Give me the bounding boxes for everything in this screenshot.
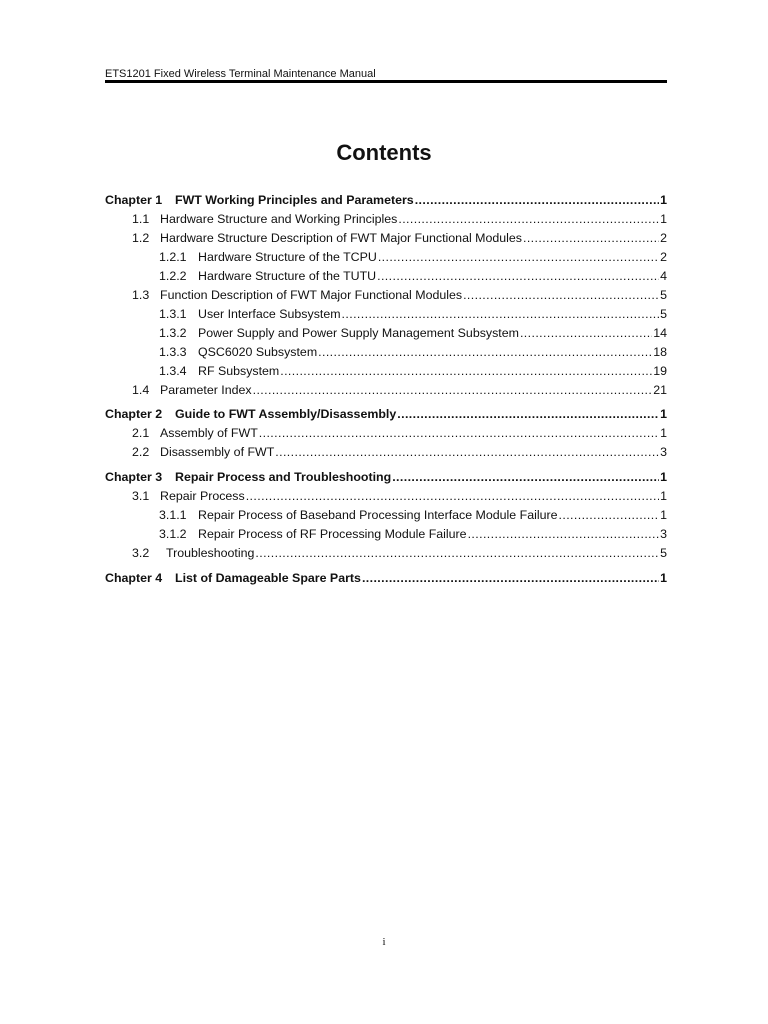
toc-entry-page: 1 — [660, 193, 667, 207]
toc-entry-page: 19 — [653, 364, 667, 378]
dot-leader — [397, 406, 659, 423]
running-header — [105, 68, 667, 82]
header-rule — [105, 80, 667, 83]
toc-entry-1-3[interactable] — [132, 287, 667, 304]
toc-entry-number: 1.3 — [132, 288, 150, 302]
toc-entry-page: 5 — [660, 307, 667, 321]
toc-entry-number: 2.2 — [132, 445, 150, 459]
toc-entry-number: Chapter 4 — [105, 571, 163, 585]
toc-entry-page: 1 — [660, 571, 667, 585]
dot-leader — [415, 192, 659, 209]
toc-entry-title: Hardware Structure of the TUTU — [198, 269, 377, 283]
toc-entry-3-1-2[interactable] — [159, 526, 667, 543]
toc-entry-page: 5 — [660, 546, 667, 560]
toc-entry-title: FWT Working Principles and Parameters — [175, 193, 414, 207]
toc-entry-3-2[interactable] — [132, 545, 667, 562]
toc-entry-number: 3.2 — [132, 546, 150, 560]
dot-leader — [398, 211, 659, 228]
toc-entry-number: 1.3.2 — [159, 326, 187, 340]
toc-entry-number: Chapter 3 — [105, 470, 163, 484]
toc-entry-title: Repair Process — [160, 489, 245, 503]
toc-entry-1-2-1[interactable] — [159, 249, 667, 266]
dot-leader — [392, 469, 659, 486]
toc-entry-1-2-2[interactable] — [159, 268, 667, 285]
header-title: ETS1201 Fixed Wireless Terminal Maintenance Manual — [105, 68, 376, 80]
toc-entry-number: 1.2.2 — [159, 269, 187, 283]
dot-leader — [342, 306, 660, 323]
toc-entry-chapter-2[interactable] — [105, 406, 667, 423]
toc-entry-number: 1.1 — [132, 212, 150, 226]
toc-entry-3-1-1[interactable] — [159, 507, 667, 524]
toc-entry-3-1[interactable] — [132, 488, 667, 505]
toc-entry-number: 1.2.1 — [159, 250, 187, 264]
toc-entry-chapter-1[interactable] — [105, 192, 667, 209]
toc-entry-title: User Interface Subsystem — [198, 307, 341, 321]
toc-entry-page: 3 — [660, 527, 667, 541]
toc-entry-title: Hardware Structure Description of FWT Major Functional Modules — [160, 231, 522, 245]
toc-entry-title: Repair Process and Troubleshooting — [175, 470, 392, 484]
dot-leader — [259, 425, 659, 442]
toc-entry-page: 3 — [660, 445, 667, 459]
toc-entry-number: 1.3.3 — [159, 345, 187, 359]
toc-entry-chapter-3[interactable] — [105, 469, 667, 486]
dot-leader — [362, 570, 659, 587]
dot-leader — [255, 545, 659, 562]
toc-entry-1-3-2[interactable] — [159, 325, 667, 342]
toc-entry-chapter-4[interactable] — [105, 570, 667, 587]
toc-entry-number: 1.3.1 — [159, 307, 187, 321]
toc-entry-number: 3.1 — [132, 489, 150, 503]
dot-leader — [520, 325, 652, 342]
toc-entry-page: 14 — [653, 326, 667, 340]
toc-entry-number: 1.2 — [132, 231, 150, 245]
dot-leader — [246, 488, 659, 505]
dot-leader — [523, 230, 659, 247]
toc-entry-title: Assembly of FWT — [160, 426, 258, 440]
toc-entry-number: 1.4 — [132, 383, 150, 397]
toc-entry-number: Chapter 2 — [105, 407, 163, 421]
toc-entry-2-1[interactable] — [132, 425, 667, 442]
toc-entry-page: 2 — [660, 231, 667, 245]
toc-entry-title: Repair Process of RF Processing Module Failure — [198, 527, 467, 541]
toc-entry-title: Troubleshooting — [166, 546, 255, 560]
toc-entry-1-3-3[interactable] — [159, 344, 667, 361]
toc-entry-number: 1.3.4 — [159, 364, 187, 378]
dot-leader — [463, 287, 659, 304]
toc-entry-1-3-4[interactable] — [159, 363, 667, 380]
toc-entry-1-2[interactable] — [132, 230, 667, 247]
toc-entry-page: 1 — [660, 212, 667, 226]
dot-leader — [559, 507, 660, 524]
dot-leader — [378, 249, 659, 266]
toc-entry-page: 1 — [660, 470, 667, 484]
page-number: i — [382, 936, 386, 948]
toc-entry-1-3-1[interactable] — [159, 306, 667, 323]
dot-leader — [468, 526, 660, 543]
toc-entry-page: 1 — [660, 489, 667, 503]
toc-entry-title: Hardware Structure and Working Principles — [160, 212, 398, 226]
toc-entry-title: List of Damageable Spare Parts — [175, 571, 361, 585]
toc-entry-title: Power Supply and Power Supply Management Subsystem — [198, 326, 519, 340]
toc-entry-number: 3.1.1 — [159, 508, 187, 522]
dot-leader — [377, 268, 659, 285]
toc-entry-page: 18 — [653, 345, 667, 359]
toc-entry-title: Function Description of FWT Major Functional Modules — [160, 288, 463, 302]
toc-entry-title: Hardware Structure of the TCPU — [198, 250, 377, 264]
toc-entry-page: 4 — [660, 269, 667, 283]
toc-entry-page: 21 — [653, 383, 667, 397]
toc-entry-page: 1 — [660, 508, 667, 522]
toc-entry-1-4[interactable] — [132, 382, 667, 399]
toc-entry-page: 1 — [660, 426, 667, 440]
toc-entry-title: Disassembly of FWT — [160, 445, 275, 459]
toc-entry-page: 5 — [660, 288, 667, 302]
toc-entry-page: 1 — [660, 407, 667, 421]
dot-leader — [318, 344, 652, 361]
page-title: Contents — [336, 140, 432, 165]
toc-entry-title: Repair Process of Baseband Processing Interface Module Failure — [198, 508, 558, 522]
toc-entry-title: Guide to FWT Assembly/Disassembly — [175, 407, 397, 421]
toc-entry-title: Parameter Index — [160, 383, 252, 397]
toc-entry-number: 3.1.2 — [159, 527, 187, 541]
dot-leader — [280, 363, 652, 380]
toc-entry-1-1[interactable] — [132, 211, 667, 228]
toc-entry-number: 2.1 — [132, 426, 150, 440]
toc-entry-title: QSC6020 Subsystem — [198, 345, 318, 359]
toc-entry-2-2[interactable] — [132, 444, 667, 461]
toc-entry-title: RF Subsystem — [198, 364, 280, 378]
dot-leader — [253, 382, 653, 399]
toc-entry-number: Chapter 1 — [105, 193, 163, 207]
dot-leader — [275, 444, 659, 461]
toc-entry-page: 2 — [660, 250, 667, 264]
